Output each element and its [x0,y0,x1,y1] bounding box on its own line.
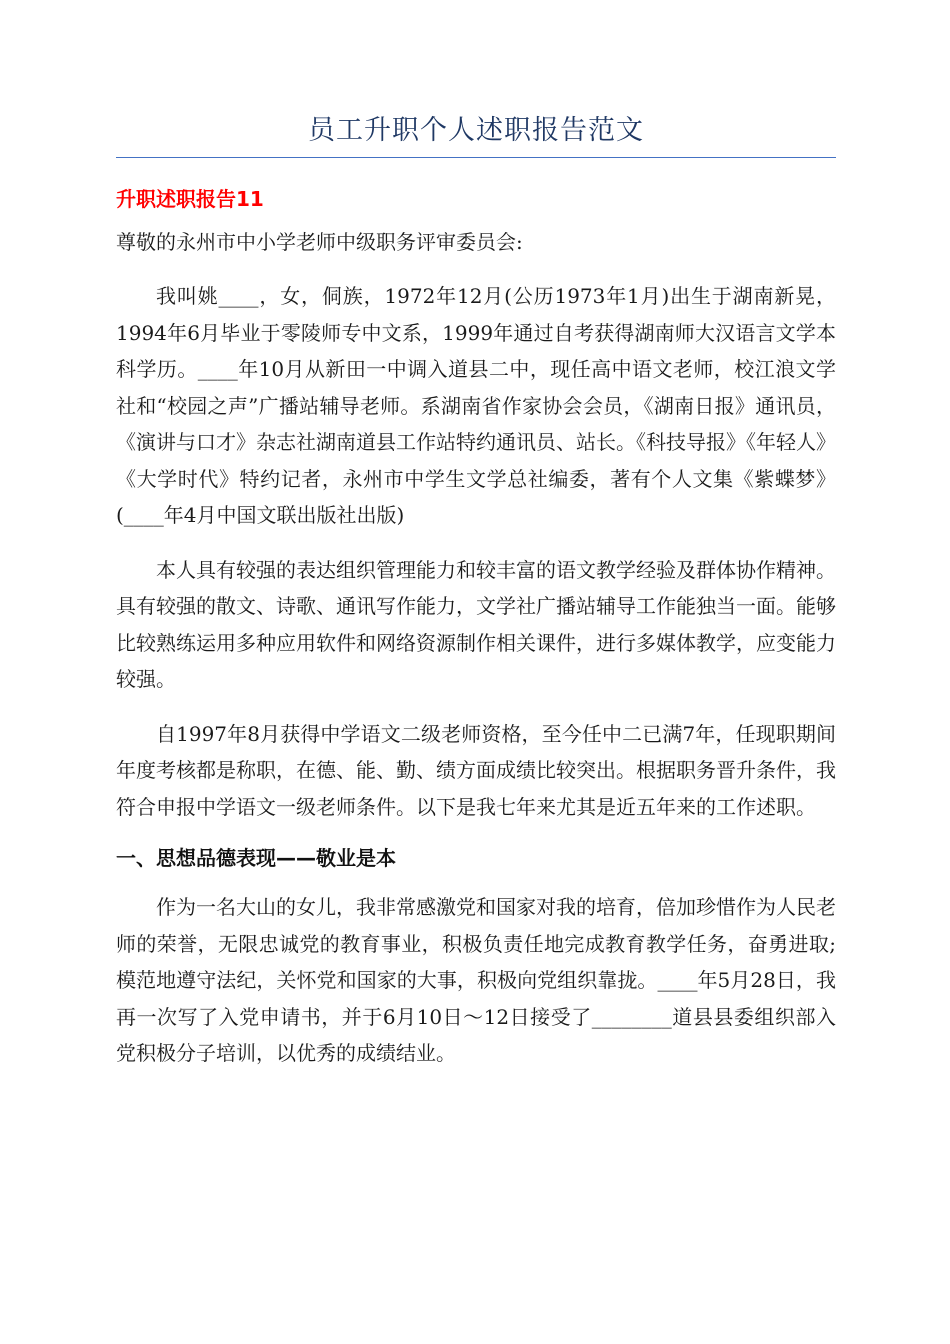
paragraph-introduction: 我叫姚____，女，侗族，1972年12月(公历1973年1月)出生于湖南新晃，1994年6月毕业于零陵师专中文系，1999年通过自考获得湖南师大汉语言文学本科学历。____年10月从新田一中调入道县二中，现任高中语文老师，校江浪文学社和“校园之声”广播站辅导老师。系湖南省作家协会会员，《湖南日报》通讯员，《演讲与口才》杂志社湖南道县工作站特约通讯员、站长。《科技导报》《年轻人》《大学时代》特约记者，永州市中学生文学总社编委，著有个人文集《紫蝶梦》(____年4月中国文联出版社出版) [116,284,836,527]
document-title: 员工升职个人述职报告范文 [116,108,836,158]
document-page [116,108,836,1072]
paragraph-ethics: 作为一名大山的女儿，我非常感激党和国家对我的培育，倍加珍惜作为人民老师的荣誉，无限忠诚党的教育事业，积极负责任地完成教育教学任务，奋勇进取;模范地遵守法纪，关怀党和国家的大事，积极向党组织靠拢。____年5月28日，我再一次写了入党申请书，并于6月10日～12日接受了________道县县委组织部入党积极分子培训，以优秀的成绩结业。 [116,895,836,1065]
paragraph-abilities: 本人具有较强的表达组织管理能力和较丰富的语文教学经验及群体协作精神。具有较强的散文、诗歌、通讯写作能力，文学社广播站辅导工作能独当一面。能够比较熟练运用多种应用软件和网络资源制作相关课件，进行多媒体教学，应变能力较强。 [116,557,836,691]
report-subtitle: 升职述职报告11 [116,187,264,211]
paragraph-qualification: 自1997年8月获得中学语文二级老师资格，至今任中二已满7年，任现职期间年度考核都是称职，在德、能、勤、绩方面成绩比较突出。根据职务晋升条件，我符合申报中学语文一级老师条件。以下是我七年来尤其是近五年来的工作述职。 [116,721,836,819]
salutation: 尊敬的永州市中小学老师中级职务评审委员会: [116,230,523,254]
section-heading-ethics: 一、思想品德表现——敬业是本 [116,846,396,870]
